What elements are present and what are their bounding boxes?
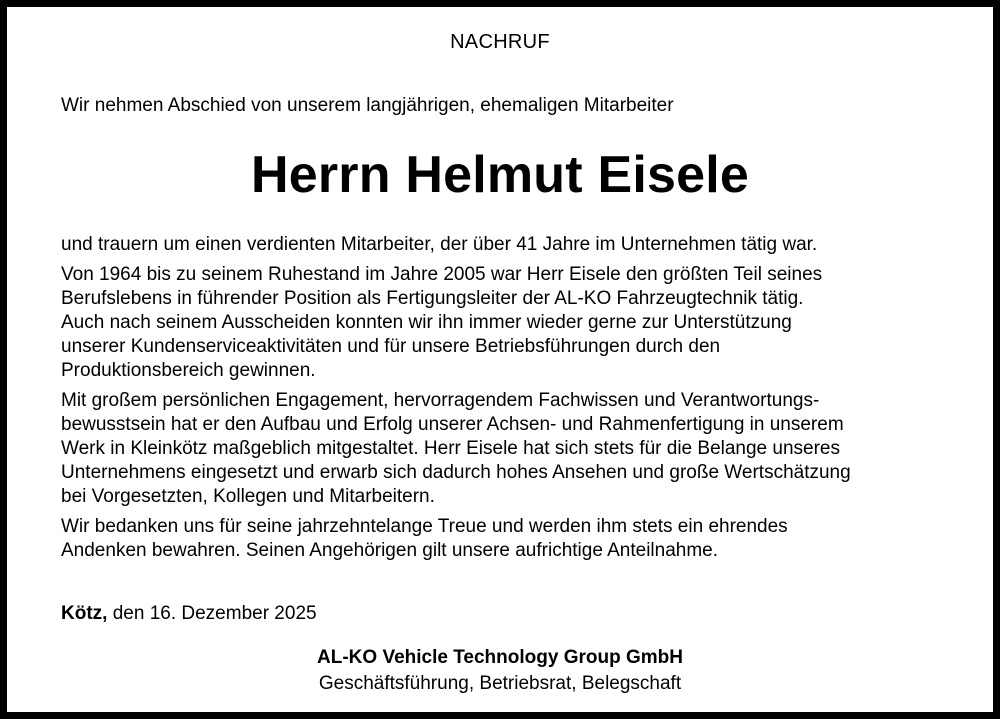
obituary-body bbox=[61, 233, 961, 569]
paragraph-career: Von 1964 bis zu seinem Ruhestand im Jahre 2005 war Herr Eisele den größten Teil seines Berufslebens in führender Position als Fertigungsleiter der AL-KO Fahrzeugtechnik tätig. Auch nach seinem Ausscheiden konnten wir ihn immer wieder gerne zur Unterstützung unserer Kundenserviceaktivitäten und für unsere Betriebsführungen durch den Produktionsbereich gewinnen. bbox=[61, 264, 823, 381]
paragraph-mourning: und trauern um einen verdienten Mitarbeiter, der über 41 Jahre im Unternehmen tätig war. bbox=[61, 234, 818, 255]
company-name: AL-KO Vehicle Technology Group GmbH bbox=[317, 647, 683, 668]
place-date bbox=[61, 603, 317, 625]
signatories: Geschäftsführung, Betriebsrat, Belegschaft bbox=[318, 673, 682, 694]
paragraph-engagement: Mit großem persönlichen Engagement, hervorragendem Fachwissen und Verantwortungs- bewusstsein hat er den Aufbau und Erfolg unserer Achsen- und Rahmenfertigung in unserem Werk in Kleinkötz maßgeblich mitgestaltet. Herr Eisele hat sich stets für die Belange unseres Unternehmens eingesetzt und erwarb sich dadurch hohes Ansehen und große Wertschätzung bei Vorgesetzten, Kollegen und Mitarbeitern. bbox=[61, 390, 851, 507]
place-label: Kötz, bbox=[61, 603, 108, 624]
intro-text: Wir nehmen Abschied von unserem langjährigen, ehemaligen Mitarbeiter bbox=[61, 95, 674, 116]
paragraph-thanks: Wir bedanken uns für seine jahrzehntelange Treue und werden ihm stets ein ehrendes Andenken bewahren. Seinen Angehörigen gilt unsere aufrichtige Anteilnahme. bbox=[61, 516, 788, 561]
deceased-name: Herrn Helmut Eisele bbox=[251, 146, 749, 204]
obituary-heading: NACHRUF bbox=[450, 31, 550, 53]
signature-block bbox=[7, 645, 993, 697]
date-label: den 16. Dezember 2025 bbox=[107, 603, 317, 624]
